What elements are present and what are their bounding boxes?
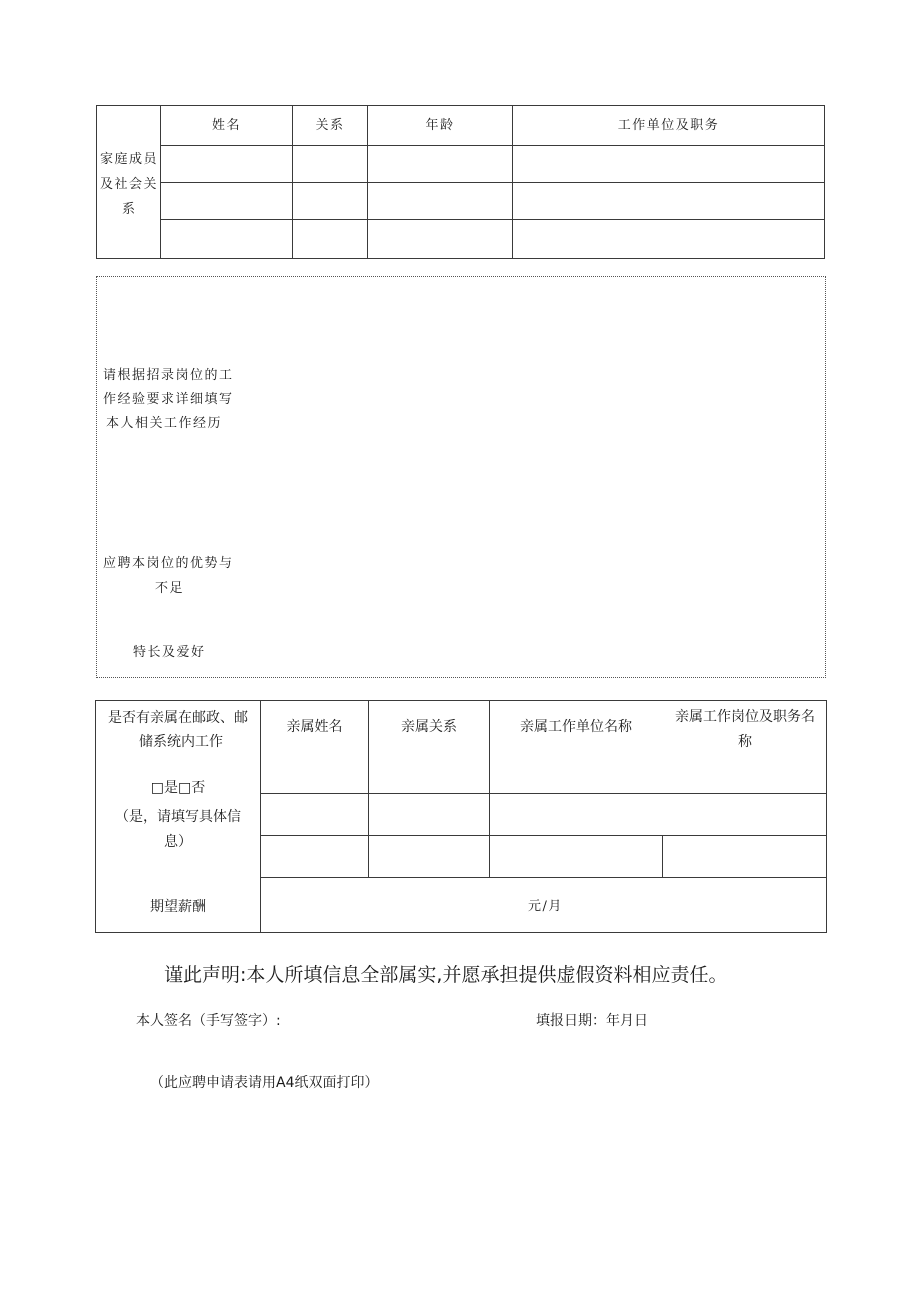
relative-name-header: 亲属姓名 [286, 719, 343, 735]
strengths-field[interactable] [250, 540, 810, 620]
relatives-note-2: 息） [164, 834, 192, 850]
strengths-prompt-1: 应聘本岗位的优势与 [103, 556, 234, 571]
relative-employer-header: 亲属工作单位名称 [520, 719, 632, 735]
date-label: 填报日期：年月日 [536, 1013, 648, 1029]
relative-position-header-1: 亲属工作岗位及职务名 [675, 709, 815, 725]
relative-row-2-name-cell[interactable] [261, 836, 368, 877]
work-experience-field[interactable] [250, 290, 810, 530]
declaration-statement: 谨此声明:本人所填信息全部属实,并愿承担提供虚假资料相应责任。 [164, 964, 728, 986]
hobbies-field[interactable] [250, 632, 810, 670]
relative-row-2-position-cell[interactable] [663, 836, 826, 877]
family-row-2-age-cell[interactable] [368, 183, 512, 219]
relative-position-header-2: 称 [738, 734, 752, 750]
family-section-label-3: 系 [122, 202, 137, 217]
family-row-3-relation-cell[interactable] [293, 220, 367, 258]
signature-label: 本人签名（手写签字）: [136, 1013, 281, 1029]
family-row-2-name-cell[interactable] [161, 183, 292, 219]
relatives-note-1: （是，请填写具体信 [115, 809, 241, 825]
relative-row-1-name-cell[interactable] [261, 794, 368, 835]
relatives-yes-no-options[interactable]: □是□否 [150, 780, 206, 796]
relative-row-2-relation-cell[interactable] [369, 836, 489, 877]
family-row-3-employer-cell[interactable] [513, 220, 824, 258]
header-relation: 关系 [315, 118, 345, 133]
relatives-question-2: 储系统内工作 [139, 734, 223, 750]
family-row-1-employer-cell[interactable] [513, 146, 824, 182]
relative-relation-header: 亲属关系 [401, 719, 457, 735]
work-experience-prompt-3: 本人相关工作经历 [106, 416, 223, 431]
family-row-3-name-cell[interactable] [161, 220, 292, 258]
signature-field[interactable] [300, 1008, 500, 1032]
family-row-1-name-cell[interactable] [161, 146, 292, 182]
family-row-2-employer-cell[interactable] [513, 183, 824, 219]
family-section-label-1: 家庭成员 [100, 152, 159, 167]
strengths-prompt-2: 不足 [155, 581, 185, 596]
family-row-2-relation-cell[interactable] [293, 183, 367, 219]
relative-row-2-employer-cell[interactable] [490, 836, 662, 877]
relatives-question-1: 是否有亲属在邮政、邮 [108, 710, 248, 726]
header-age: 年龄 [425, 118, 455, 133]
print-note: （此应聘申请表请用A4纸双面打印） [150, 1075, 379, 1091]
family-row-1-relation-cell[interactable] [293, 146, 367, 182]
salary-unit: 元/月 [528, 899, 563, 914]
expected-salary-label: 期望薪酬 [150, 899, 206, 915]
family-row-1-age-cell[interactable] [368, 146, 512, 182]
hobbies-label: 特长及爱好 [133, 645, 206, 660]
work-experience-prompt-1: 请根据招录岗位的工 [103, 368, 234, 383]
header-name: 姓名 [211, 118, 241, 133]
family-section-label-2: 及社会关 [100, 177, 159, 192]
relative-row-1-relation-cell[interactable] [369, 794, 489, 835]
work-experience-prompt-2: 作经验要求详细填写 [103, 392, 234, 407]
header-employer-position: 工作单位及职务 [617, 118, 720, 133]
family-row-3-age-cell[interactable] [368, 220, 512, 258]
relative-row-1-employer-cell[interactable] [490, 794, 826, 835]
